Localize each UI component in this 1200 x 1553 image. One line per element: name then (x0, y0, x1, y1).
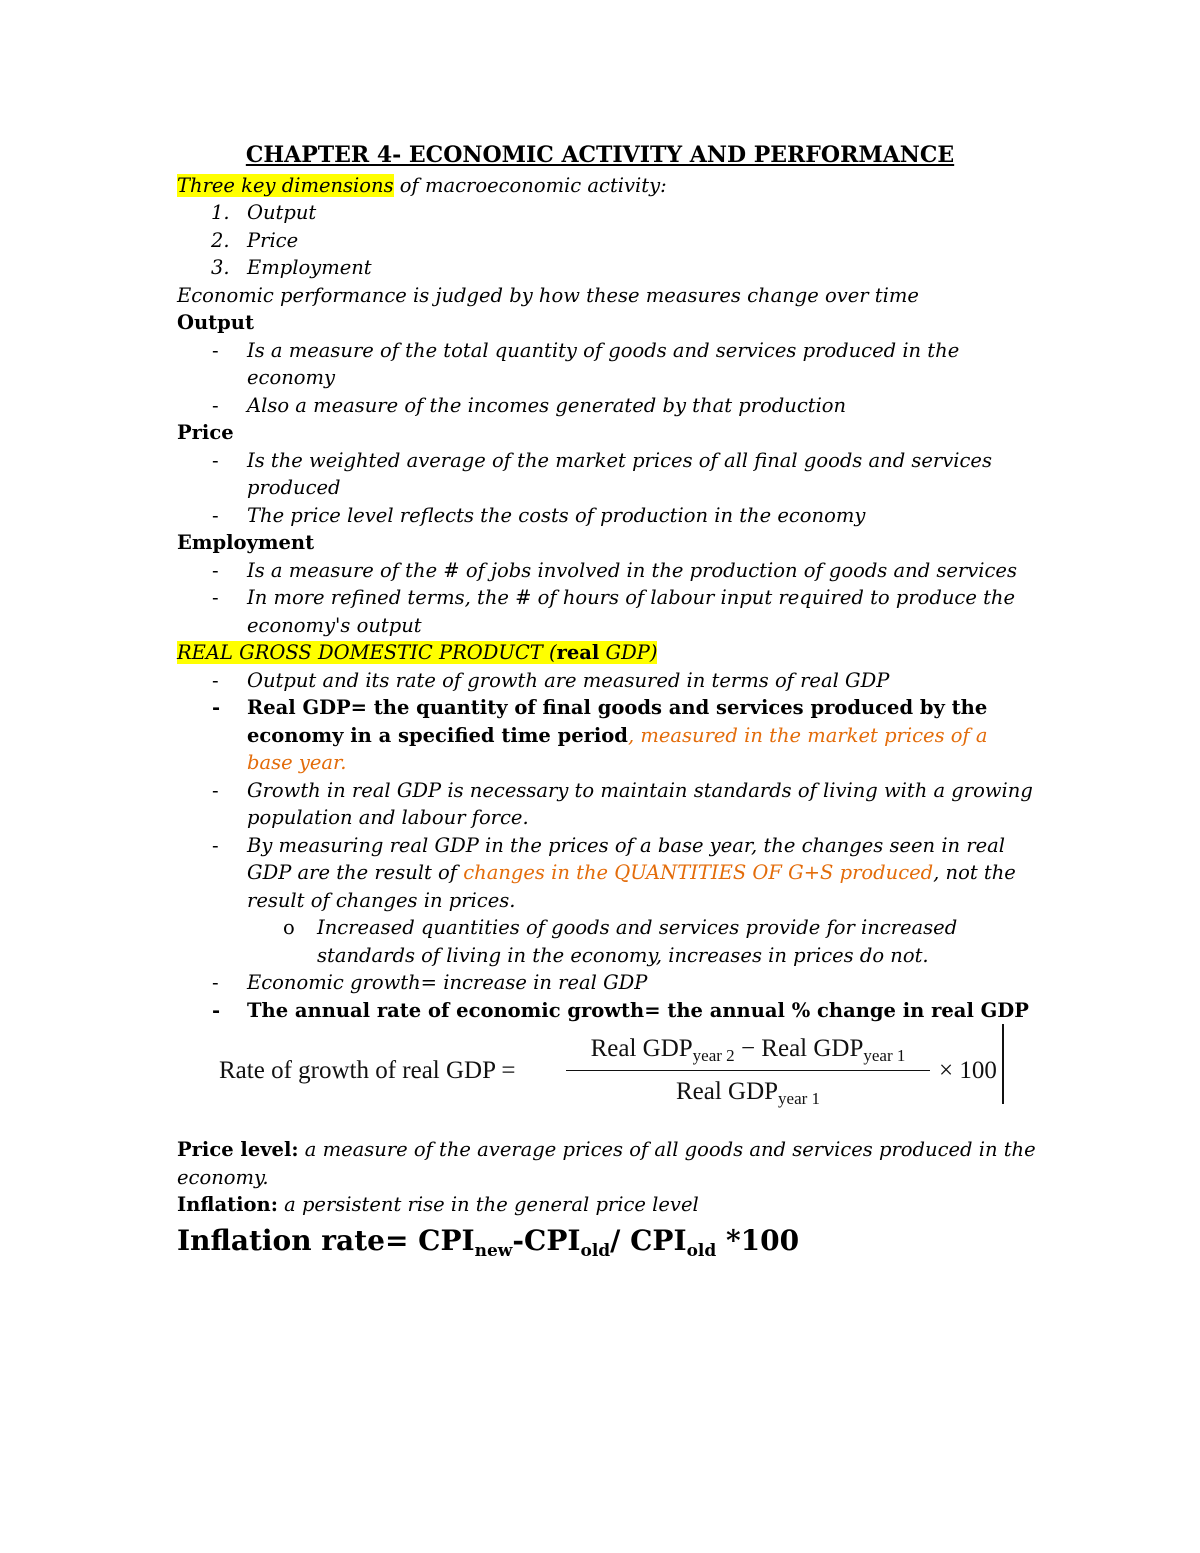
formula-fraction (566, 1030, 930, 1111)
list-item (177, 777, 1037, 832)
list-text: Growth in real GDP is necessary to maintain standards of living with a growing population and labour force. (247, 778, 1033, 829)
formula-lhs: Rate of growth of real GDP = (219, 1057, 516, 1084)
price-heading: Price (177, 421, 234, 444)
list-text: Employment (247, 256, 372, 279)
definition-label: Inflation: (177, 1193, 278, 1216)
definition-text: a persistent rise in the general price level (277, 1193, 699, 1216)
list-text: The price level reflects the costs of production in the economy (247, 503, 866, 527)
output-list (177, 337, 1037, 420)
list-item (177, 694, 1037, 777)
list-text-orange: changes in the QUANTITIES OF G+S produced (463, 861, 934, 884)
definition-text: a measure of the average prices of all goods and services produced in the economy. (177, 1138, 1036, 1189)
list-number: 1. (211, 201, 230, 224)
dash-bullet: - (212, 393, 219, 417)
formula-subscript: new (474, 1240, 513, 1261)
price-list (177, 447, 1037, 530)
fraction-bar (566, 1070, 930, 1071)
list-text: Is a measure of the # of jobs involved in the production of goods and services (247, 558, 1017, 582)
dash-bullet: - (212, 668, 219, 692)
growth-rate-formula (219, 1030, 1037, 1136)
list-item (177, 199, 1037, 227)
list-text: The annual rate of economic growth= the annual % change in real GDP (247, 998, 1029, 1022)
sub-list-item (177, 914, 1037, 969)
formula-subscript: year 1 (778, 1089, 821, 1108)
list-item (177, 584, 1037, 639)
list-item (177, 447, 1037, 502)
formula-part: *100 (716, 1223, 800, 1257)
dash-bullet: - (212, 971, 219, 994)
real-gdp-heading-a: REAL GROSS DOMESTIC PRODUCT ( (177, 641, 557, 664)
definition-label: Price level: (177, 1138, 299, 1161)
list-text: Price (247, 228, 299, 252)
formula-denominator (566, 1073, 930, 1111)
list-number: 3. (211, 256, 230, 279)
formula-term: Real GDP (590, 1035, 693, 1062)
formula-subscript: year 2 (692, 1046, 735, 1065)
list-text-bold: Real GDP= the quantity of final goods and services produced by the economy in a specified time period (247, 696, 988, 747)
list-text: Output (247, 201, 317, 224)
list-text: Also a measure of the incomes generated by that production (247, 393, 847, 417)
formula-times: × 100 (939, 1057, 997, 1084)
formula-part: -CPI (512, 1223, 581, 1257)
list-item (177, 832, 1037, 970)
dash-bullet: - (212, 448, 219, 472)
formula-part: / CPI (610, 1223, 687, 1257)
formula-numerator (566, 1030, 930, 1068)
inflation-definition (177, 1191, 1037, 1219)
output-heading: Output (177, 311, 254, 334)
list-item (177, 502, 1037, 530)
real-gdp-heading (177, 639, 1037, 667)
dash-bullet: - (212, 586, 219, 609)
formula-part: Inflation rate= CPI (177, 1223, 475, 1257)
dash-bullet: - (212, 338, 219, 362)
formula-subscript: old (686, 1240, 717, 1261)
list-item (177, 557, 1037, 585)
list-text-sep: , (627, 723, 641, 747)
dash-bullet: - (212, 696, 221, 719)
formula-term: Real GDP (761, 1035, 864, 1062)
formula-subscript: year 1 (863, 1046, 906, 1065)
list-item (177, 337, 1037, 392)
list-text: Output and its rate of growth are measured in terms of real GDP (247, 668, 890, 692)
real-gdp-heading-b: real (556, 641, 600, 664)
intro-line (177, 172, 1037, 200)
dash-bullet: - (212, 778, 219, 802)
list-item (177, 227, 1037, 255)
formula-term: Real GDP (675, 1078, 779, 1105)
list-text-end: , not the result of changes in prices. (247, 861, 1016, 912)
circle-bullet: o (283, 916, 295, 939)
price-level-definition (177, 1136, 1037, 1191)
list-text: Is a measure of the total quantity of goods and services produced in the economy (247, 338, 960, 389)
formula-subscript: old (580, 1240, 611, 1261)
intro-rest: of macroeconomic activity: (393, 173, 667, 197)
list-item (177, 392, 1037, 420)
real-gdp-list (177, 667, 1037, 1025)
list-text: By measuring real GDP in the prices of a base year, the changes seen in real GDP are the result of (247, 833, 1006, 884)
list-text: Is the weighted average of the market prices of all final goods and services produced (247, 448, 992, 499)
dash-bullet: - (212, 558, 219, 582)
dash-bullet: - (212, 833, 219, 857)
employment-heading: Employment (177, 531, 315, 554)
list-number: 2. (211, 228, 230, 252)
chapter-title: CHAPTER 4- ECONOMIC ACTIVITY AND PERFORMANCE (245, 142, 955, 168)
employment-list (177, 557, 1037, 640)
list-item (177, 254, 1037, 282)
dimensions-list (177, 199, 1037, 282)
intro-highlight: Three key dimensions (177, 173, 394, 197)
dash-bullet: - (212, 503, 219, 527)
list-text-end: . (340, 751, 347, 774)
list-item (177, 997, 1037, 1025)
list-text: Economic growth= increase in real GDP (247, 971, 648, 994)
document-body (177, 142, 1037, 1271)
list-text: Increased quantities of goods and services provide for increased standards of living in the economy, increases in prices do not. (317, 916, 958, 967)
inflation-rate-formula (177, 1221, 1037, 1271)
performance-line: Economic performance is judged by how these measures change over time (177, 283, 919, 307)
sub-list (177, 914, 1037, 969)
dash-bullet: - (212, 998, 221, 1022)
list-text: In more refined terms, the # of hours of labour input required to produce the economy's output (247, 586, 1016, 637)
real-gdp-heading-c: GDP) (599, 641, 658, 664)
list-item (177, 969, 1037, 997)
list-text-orange: measured in the market prices of a base year (247, 723, 988, 774)
formula-minus: − (734, 1035, 762, 1062)
formula-edge-line (1002, 1024, 1004, 1104)
list-item (177, 667, 1037, 695)
